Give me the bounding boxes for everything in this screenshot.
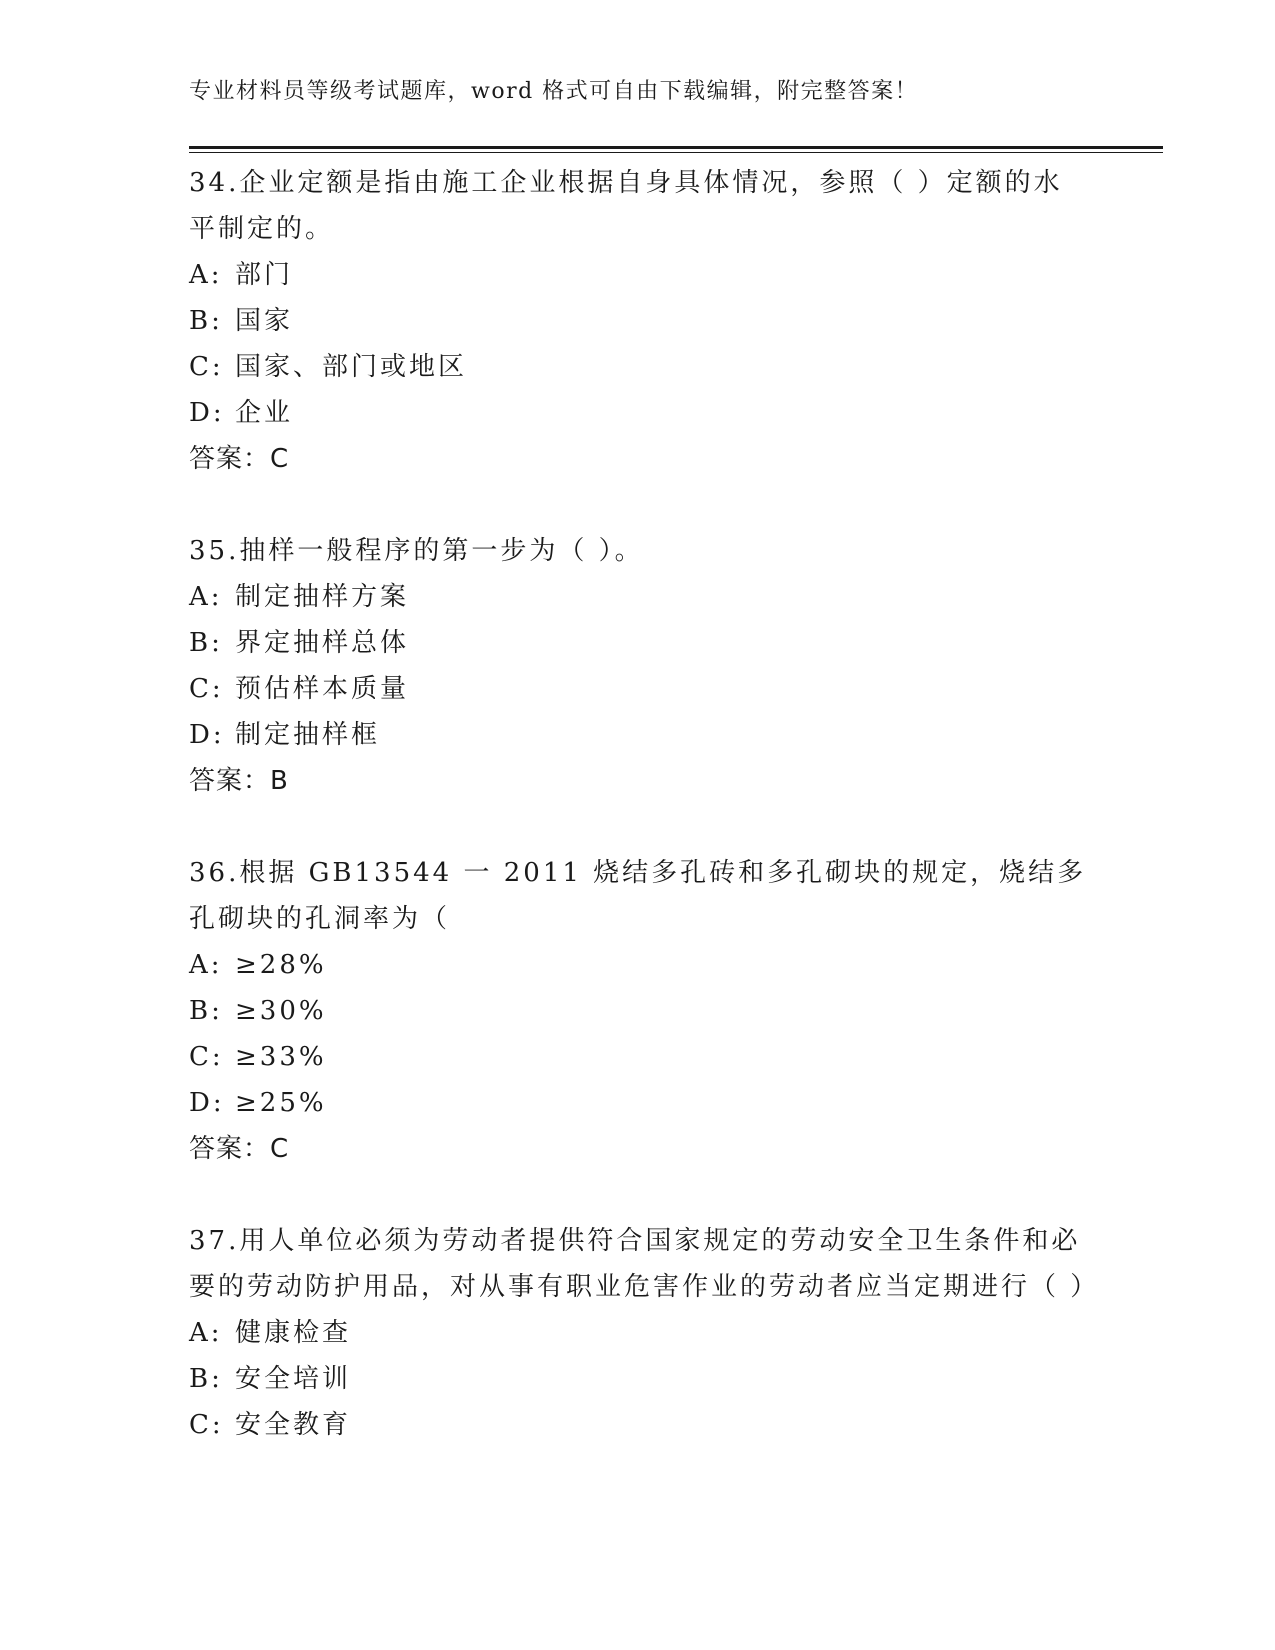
question-stem: 35.抽样一般程序的第一步为（ ）。 bbox=[189, 536, 644, 566]
option-a bbox=[189, 1310, 1089, 1356]
option-text: 部门 bbox=[235, 260, 294, 290]
option-text: 安全培训 bbox=[235, 1364, 352, 1394]
option-text: ≥33% bbox=[235, 1042, 327, 1072]
option-text: ≥28% bbox=[235, 950, 327, 980]
option-text: 制定抽样框 bbox=[235, 720, 381, 750]
question-36 bbox=[189, 850, 1089, 1172]
option-b bbox=[189, 1356, 1089, 1402]
option-key: C: bbox=[189, 674, 224, 704]
option-key: D: bbox=[189, 1088, 225, 1118]
option-text: 安全教育 bbox=[235, 1410, 352, 1440]
option-key: B: bbox=[189, 1364, 223, 1394]
question-34 bbox=[189, 160, 1089, 482]
option-text: 国家、部门或地区 bbox=[235, 352, 468, 382]
option-key: C: bbox=[189, 1042, 224, 1072]
option-a bbox=[189, 942, 1089, 988]
option-key: A: bbox=[189, 1318, 223, 1348]
option-d bbox=[189, 390, 1089, 436]
option-b bbox=[189, 988, 1089, 1034]
answer-line: 答案：C bbox=[189, 1134, 290, 1164]
question-stem: 37.用人单位必须为劳动者提供符合国家规定的劳动安全卫生条件和必要的劳动防护用品，对从事有职业危害作业的劳动者应当定期进行（ ） bbox=[189, 1226, 1100, 1302]
question-list bbox=[189, 160, 1100, 1448]
option-key: B: bbox=[189, 628, 223, 658]
option-c bbox=[189, 666, 1089, 712]
option-b bbox=[189, 298, 1089, 344]
option-key: B: bbox=[189, 996, 223, 1026]
option-c bbox=[189, 1034, 1089, 1080]
option-key: D: bbox=[189, 720, 225, 750]
option-c bbox=[189, 1402, 1089, 1448]
question-37 bbox=[189, 1218, 1100, 1448]
question-stem: 36.根据 GB13544 一 2011 烧结多孔砖和多孔砌块的规定，烧结多孔砌块的孔洞率为（ bbox=[189, 858, 1087, 934]
option-a bbox=[189, 574, 1089, 620]
option-text: 企业 bbox=[235, 398, 294, 428]
option-d bbox=[189, 712, 1089, 758]
option-text: ≥25% bbox=[235, 1088, 327, 1118]
option-key: A: bbox=[189, 260, 223, 290]
question-gap bbox=[189, 482, 1089, 528]
page-header: 专业材料员等级考试题库，word 格式可自由下载编辑，附完整答案！ bbox=[189, 79, 919, 104]
option-a bbox=[189, 252, 1089, 298]
question-35 bbox=[189, 528, 1089, 804]
option-text: 界定抽样总体 bbox=[235, 628, 410, 658]
question-gap bbox=[189, 1172, 1089, 1218]
option-text: 制定抽样方案 bbox=[235, 582, 410, 612]
question-stem: 34.企业定额是指由施工企业根据自身具体情况，参照（ ）定额的水平制定的。 bbox=[189, 168, 1063, 244]
option-text: 国家 bbox=[235, 306, 294, 336]
option-key: A: bbox=[189, 582, 223, 612]
option-c bbox=[189, 344, 1089, 390]
answer-line: 答案：B bbox=[189, 766, 289, 796]
answer-line: 答案：C bbox=[189, 444, 290, 474]
option-text: 预估样本质量 bbox=[235, 674, 410, 704]
question-gap bbox=[189, 804, 1089, 850]
header-rule-thin bbox=[189, 152, 1163, 153]
option-key: C: bbox=[189, 352, 224, 382]
header-rule-thick bbox=[189, 146, 1163, 149]
option-key: A: bbox=[189, 950, 223, 980]
option-key: B: bbox=[189, 306, 223, 336]
option-key: D: bbox=[189, 398, 225, 428]
option-key: C: bbox=[189, 1410, 224, 1440]
option-text: ≥30% bbox=[235, 996, 327, 1026]
option-d bbox=[189, 1080, 1089, 1126]
option-b bbox=[189, 620, 1089, 666]
option-text: 健康检查 bbox=[235, 1318, 352, 1348]
